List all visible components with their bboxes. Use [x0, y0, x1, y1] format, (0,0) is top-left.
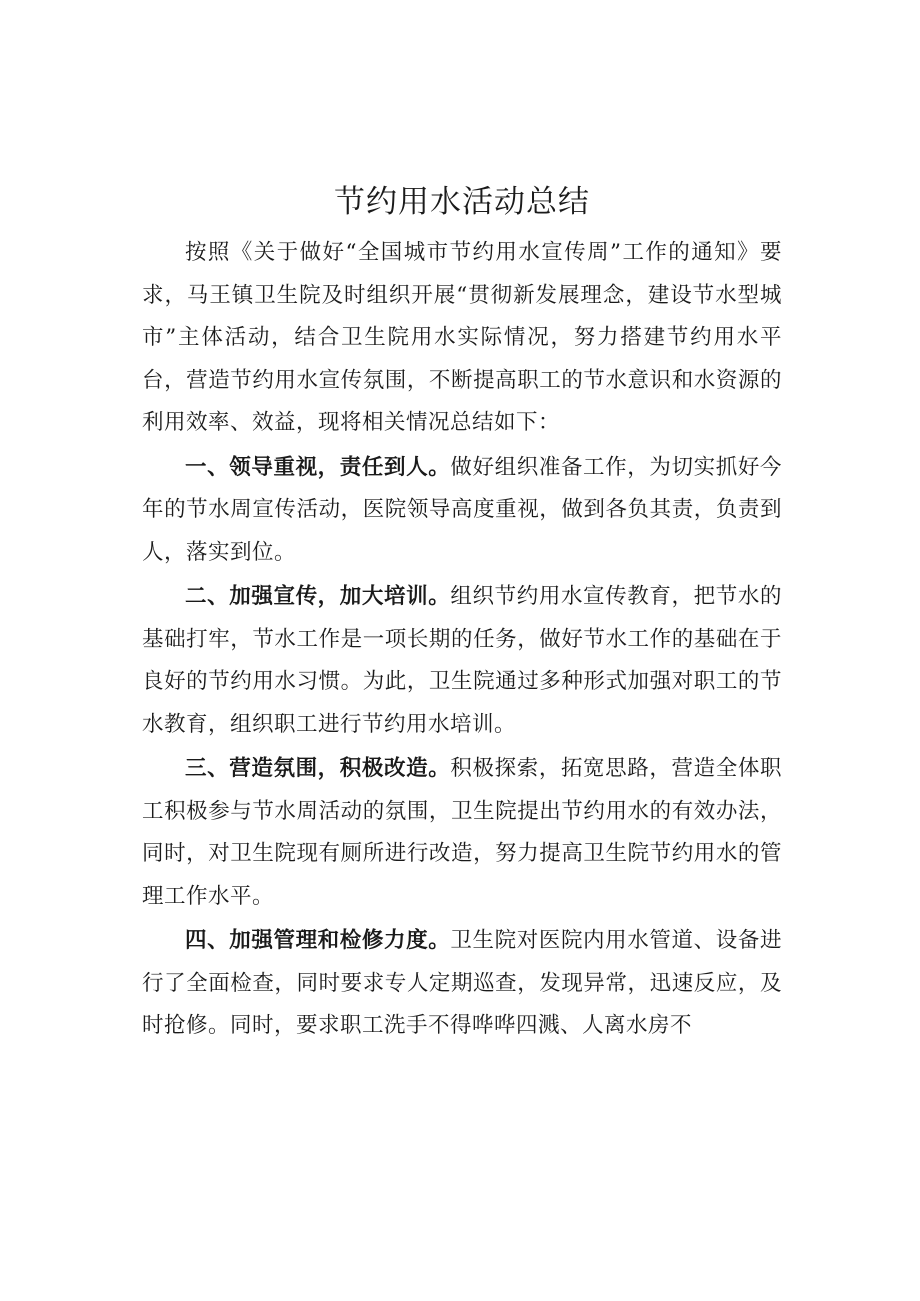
document-page [142, 172, 782, 1048]
document-title: 节约用水活动总结 [334, 184, 590, 220]
section-2-body: 组织节约用水宣传教育，把节水的基础打牢，节水工作是一项长期的任务，做好节水工作的基础在于良好的节约用水习惯。为此，卫生院通过多种形式加强对职工的节水教育，组织职工进行节约用水培训。 [142, 584, 782, 737]
section-1-body: 做好组织准备工作，为切实抓好今年的节水周宣传活动，医院领导高度重视，做到各负其责，负责到人，落实到位。 [142, 454, 782, 565]
intro-paragraph: 按照《关于做好“全国城市节约用水宣传周”工作的通知》要求，马王镇卫生院及时组织开展“贯彻新发展理念，建设节水型城市”主体活动，结合卫生院用水实际情况，努力搭建节约用水平台，营造节约用水宣传氛围，不断提高职工的节水意识和水资源的利用效率、效益，现将相关情况总结如下： [142, 240, 782, 435]
section-2-heading: 二、加强宣传，加大培训。 [185, 584, 451, 609]
section-3-body: 积极探索，拓宽思路，营造全体职工积极参与节水周活动的氛围，卫生院提出节约用水的有效办法，同时，对卫生院现有厕所进行改造，努力提高卫生院节约用水的管理工作水平。 [142, 756, 782, 909]
section-4-body: 卫生院对医院内用水管道、设备进行了全面检查，同时要求专人定期巡查，发现异常，迅速反应，及时抢修。同时，要求职工洗手不得哗哗四溅、人离水房不 [142, 928, 782, 1038]
section-1-paragraph [142, 447, 782, 575]
section-4-heading: 四、加强管理和检修力度。 [185, 928, 451, 953]
section-1-heading: 一、领导重视，责任到人。 [185, 454, 451, 480]
section-4-paragraph [142, 920, 782, 1048]
section-3-heading: 三、营造氛围，积极改造。 [185, 756, 451, 781]
section-3-paragraph [142, 748, 782, 918]
section-2-paragraph [142, 576, 782, 746]
